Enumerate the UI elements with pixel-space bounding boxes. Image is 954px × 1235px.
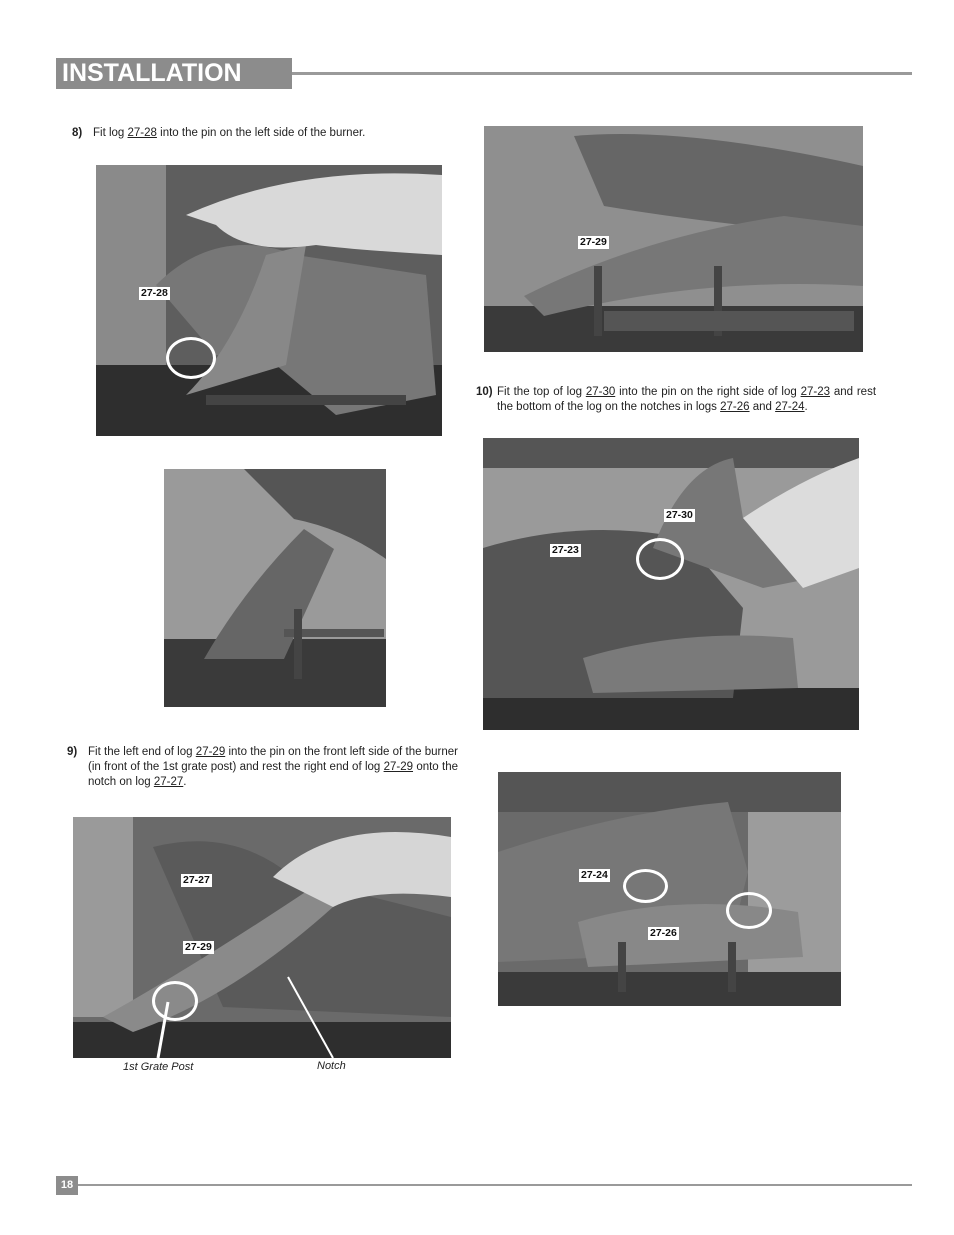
log-ref: 27-28	[127, 127, 157, 139]
log-ref: 27-27	[153, 776, 184, 788]
photo-log-27-30-result	[498, 772, 841, 1006]
caption-grate-post: 1st Grate Post	[123, 1061, 194, 1073]
pin-highlight-ring	[636, 538, 684, 580]
log-ref: 27-23	[800, 386, 830, 398]
log-label: 27-27	[183, 874, 210, 886]
photo-log-27-28	[96, 165, 442, 436]
page-number: 18	[56, 1176, 78, 1195]
step-8: 8) Fit log 27-28 into the pin on the left side of the burner.	[72, 127, 366, 139]
photo-log-27-29-result	[484, 126, 863, 352]
step-number: 9)	[67, 746, 78, 758]
log-label: 27-26	[650, 927, 677, 939]
pin-highlight-ring	[152, 981, 198, 1021]
log-label: 27-29	[185, 941, 212, 953]
log-ref: 27-29	[195, 746, 226, 758]
log-ref: 27-29	[383, 761, 414, 773]
log-label: 27-29	[580, 236, 607, 248]
caption-notch: Notch	[317, 1060, 346, 1072]
step-9: 9) Fit the left end of log 27-29 into the pin on the front left side of the burner (in front of the 1st grate post) and rest the right end of log 27-29 onto the notch on log 27-27.	[67, 746, 458, 788]
footer-rule	[78, 1184, 912, 1186]
log-label: 27-28	[141, 287, 168, 299]
section-title: INSTALLATION	[56, 58, 292, 89]
step-number: 8)	[72, 127, 83, 139]
photo-log-27-30-placement	[483, 438, 859, 730]
photo-log-27-29-placement	[73, 817, 451, 1058]
notch-highlight-ring	[726, 892, 772, 929]
pin-highlight-ring	[166, 337, 216, 379]
header-rule	[292, 72, 912, 75]
log-label: 27-30	[666, 509, 693, 521]
log-ref: 27-26	[720, 401, 750, 413]
log-ref: 27-30	[585, 386, 616, 398]
notch-highlight-ring	[623, 869, 668, 903]
photo-log-placed	[164, 469, 386, 707]
log-label: 27-24	[581, 869, 608, 881]
step-number: 10)	[476, 386, 493, 398]
step-10: 10) Fit the top of log 27-30 into the pin on the right side of log 27-23 and rest the bottom of the log on the notches in logs 27-26 and 27-24.	[476, 386, 877, 413]
log-label: 27-23	[552, 544, 579, 556]
log-ref: 27-24	[775, 401, 805, 413]
